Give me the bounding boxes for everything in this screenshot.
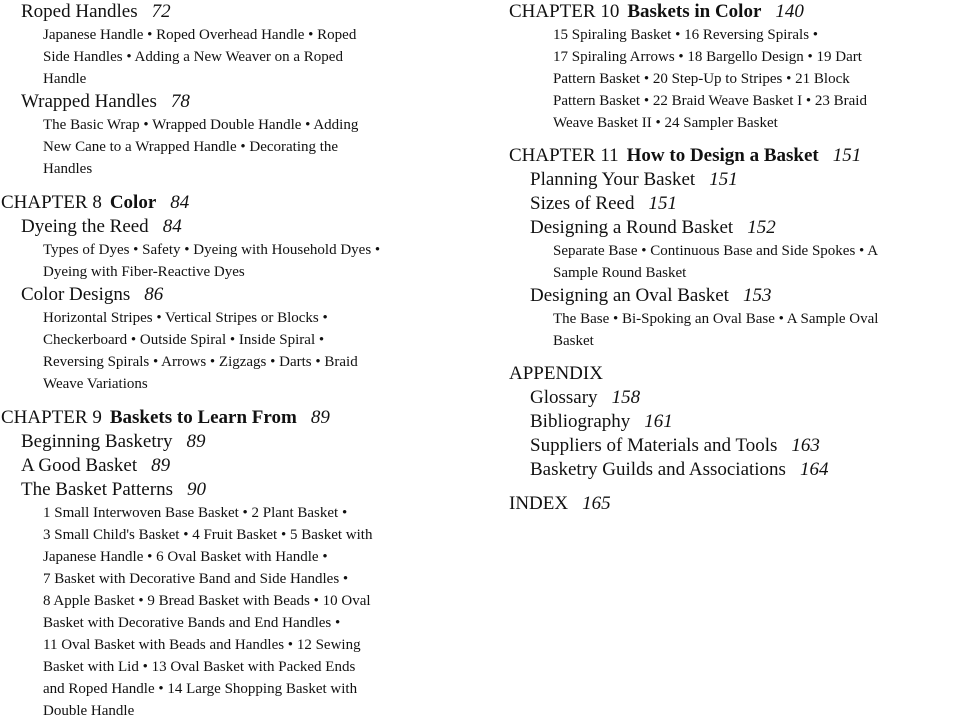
toc-entry-bibliography: [530, 410, 969, 434]
chapter-title: Baskets to Learn From: [109, 407, 297, 428]
chapter-10-heading: [509, 0, 969, 24]
toc-entry-designing-oval-basket: [530, 284, 969, 308]
entry-label: Bibliography: [530, 411, 631, 432]
page-number: 163: [791, 435, 820, 456]
chapter-title: How to Design a Basket: [626, 145, 819, 166]
topic-line: Handle: [43, 71, 87, 87]
page-number: 152: [747, 217, 776, 238]
page-number: 84: [162, 216, 182, 237]
toc-entry-sizes-of-reed: [530, 192, 969, 216]
page-number: 151: [709, 169, 738, 190]
toc-entry-guilds: [530, 458, 969, 482]
entry-label: A Good Basket: [21, 455, 138, 476]
topic-line: Types of Dyes • Safety • Dyeing with Household Dyes •: [43, 242, 381, 258]
toc-entry-planning-your-basket: [530, 168, 969, 192]
entry-label: Wrapped Handles: [21, 91, 157, 112]
page-number: 89: [310, 407, 330, 428]
chapter-title: Baskets in Color: [627, 1, 762, 22]
toc-entry-suppliers: [530, 434, 969, 458]
topic-line: Horizontal Stripes • Vertical Stripes or Blocks •: [43, 310, 328, 326]
topic-line: The Base • Bi-Spoking an Oval Base • A Sample Oval: [553, 311, 879, 327]
toc-entry-designing-round-basket: [530, 216, 969, 240]
oval-basket-topics: [553, 308, 969, 352]
toc-entry-wrapped-handles: [21, 90, 480, 114]
topic-line: Pattern Basket • 22 Braid Weave Basket I • 23 Braid: [553, 93, 867, 109]
entry-label: Planning Your Basket: [530, 169, 696, 190]
entry-label: Dyeing the Reed: [21, 216, 149, 237]
topic-line: New Cane to a Wrapped Handle • Decorating the: [43, 139, 339, 155]
topic-line: Checkerboard • Outside Spiral • Inside Spiral •: [43, 332, 325, 348]
page-number: 151: [832, 145, 862, 166]
toc-entry-a-good-basket: [21, 454, 480, 478]
topic-line: Sample Round Basket: [553, 265, 687, 281]
chapter-label: APPENDIX: [509, 363, 603, 384]
chapter-9-heading: [1, 406, 480, 430]
basket-patterns-topics: [43, 502, 480, 722]
topic-line: Separate Base • Continuous Base and Side Spokes • A: [553, 243, 879, 259]
entry-label: Basketry Guilds and Associations: [530, 459, 786, 480]
entry-label: Suppliers of Materials and Tools: [530, 435, 778, 456]
page-number: 84: [170, 192, 190, 213]
topic-line: Weave Variations: [43, 376, 148, 392]
entry-label: Designing a Round Basket: [530, 217, 734, 238]
chapter-8-heading: [1, 191, 480, 215]
page-number: 89: [151, 455, 171, 476]
topic-line: Handles: [43, 161, 93, 177]
topic-line: 1 Small Interwoven Base Basket • 2 Plant Basket •: [43, 505, 348, 521]
page-number: 140: [775, 1, 804, 22]
entry-label: Glossary: [530, 387, 598, 408]
toc-entry-dyeing-the-reed: [21, 215, 480, 239]
toc-left-column: [0, 0, 480, 722]
toc-entry-color-designs: [21, 283, 480, 307]
entry-label: Beginning Basketry: [21, 431, 173, 452]
topic-line: 8 Apple Basket • 9 Bread Basket with Beads • 10 Oval: [43, 593, 371, 609]
topic-line: Pattern Basket • 20 Step-Up to Stripes • 21 Block: [553, 71, 850, 87]
topic-line: 11 Oval Basket with Beads and Handles • 12 Sewing: [43, 637, 361, 653]
topic-line: Weave Basket II • 24 Sampler Basket: [553, 115, 778, 131]
entry-label: The Basket Patterns: [21, 479, 173, 500]
toc-entry-beginning-basketry: [21, 430, 480, 454]
topic-line: Dyeing with Fiber-Reactive Dyes: [43, 264, 245, 280]
topic-line: 7 Basket with Decorative Band and Side Handles •: [43, 571, 349, 587]
chapter-label: CHAPTER 10: [509, 1, 620, 22]
page-number: 158: [611, 387, 641, 408]
color-designs-topics: [43, 307, 480, 395]
page-number: 86: [144, 284, 164, 305]
topic-line: Japanese Handle • 6 Oval Basket with Handle •: [43, 549, 328, 565]
topic-line: 17 Spiraling Arrows • 18 Bargello Design • 19 Dart: [553, 49, 862, 65]
topic-line: Side Handles • Adding a New Weaver on a Roped: [43, 49, 343, 65]
index-heading: [509, 492, 969, 516]
topic-line: The Basic Wrap • Wrapped Double Handle • Adding: [43, 117, 359, 133]
page-number: 153: [742, 285, 772, 306]
chapter-label: INDEX: [509, 493, 569, 514]
chapter-title: Color: [109, 192, 157, 213]
chapter-label: CHAPTER 9: [1, 407, 102, 428]
toc-right-column: [509, 0, 969, 516]
roped-handles-topics: [43, 24, 480, 90]
chapter-label: CHAPTER 8: [1, 192, 102, 213]
page-number: 89: [186, 431, 206, 452]
topic-line: Basket: [553, 333, 594, 349]
dyeing-topics: [43, 239, 480, 283]
topic-line: Japanese Handle • Roped Overhead Handle • Roped: [43, 27, 357, 43]
chapter-label: CHAPTER 11: [509, 145, 619, 166]
topic-line: and Roped Handle • 14 Large Shopping Basket with: [43, 681, 358, 697]
appendix-heading: [509, 362, 969, 386]
round-basket-topics: [553, 240, 969, 284]
page-number: 164: [799, 459, 829, 480]
chapter-11-heading: [509, 144, 969, 168]
page-number: 165: [582, 493, 611, 514]
toc-entry-roped-handles: [21, 0, 480, 24]
topic-line: Basket with Decorative Bands and End Handles •: [43, 615, 341, 631]
topic-line: Double Handle: [43, 703, 135, 719]
chapter-10-topics: [553, 24, 969, 134]
topic-line: 3 Small Child's Basket • 4 Fruit Basket • 5 Basket with: [43, 527, 373, 543]
topic-line: 15 Spiraling Basket • 16 Reversing Spirals •: [553, 27, 819, 43]
page-number: 90: [186, 479, 206, 500]
wrapped-handles-topics: [43, 114, 480, 180]
page-number: 78: [170, 91, 190, 112]
entry-label: Roped Handles: [21, 1, 138, 22]
page-number: 161: [644, 411, 673, 432]
page-number: 72: [151, 1, 171, 22]
entry-label: Designing an Oval Basket: [530, 285, 729, 306]
entry-label: Color Designs: [21, 284, 131, 305]
toc-entry-basket-patterns: [21, 478, 480, 502]
topic-line: Reversing Spirals • Arrows • Zigzags • Darts • Braid: [43, 354, 358, 370]
entry-label: Sizes of Reed: [530, 193, 635, 214]
toc-entry-glossary: [530, 386, 969, 410]
page-number: 151: [648, 193, 677, 214]
topic-line: Basket with Lid • 13 Oval Basket with Packed Ends: [43, 659, 356, 675]
